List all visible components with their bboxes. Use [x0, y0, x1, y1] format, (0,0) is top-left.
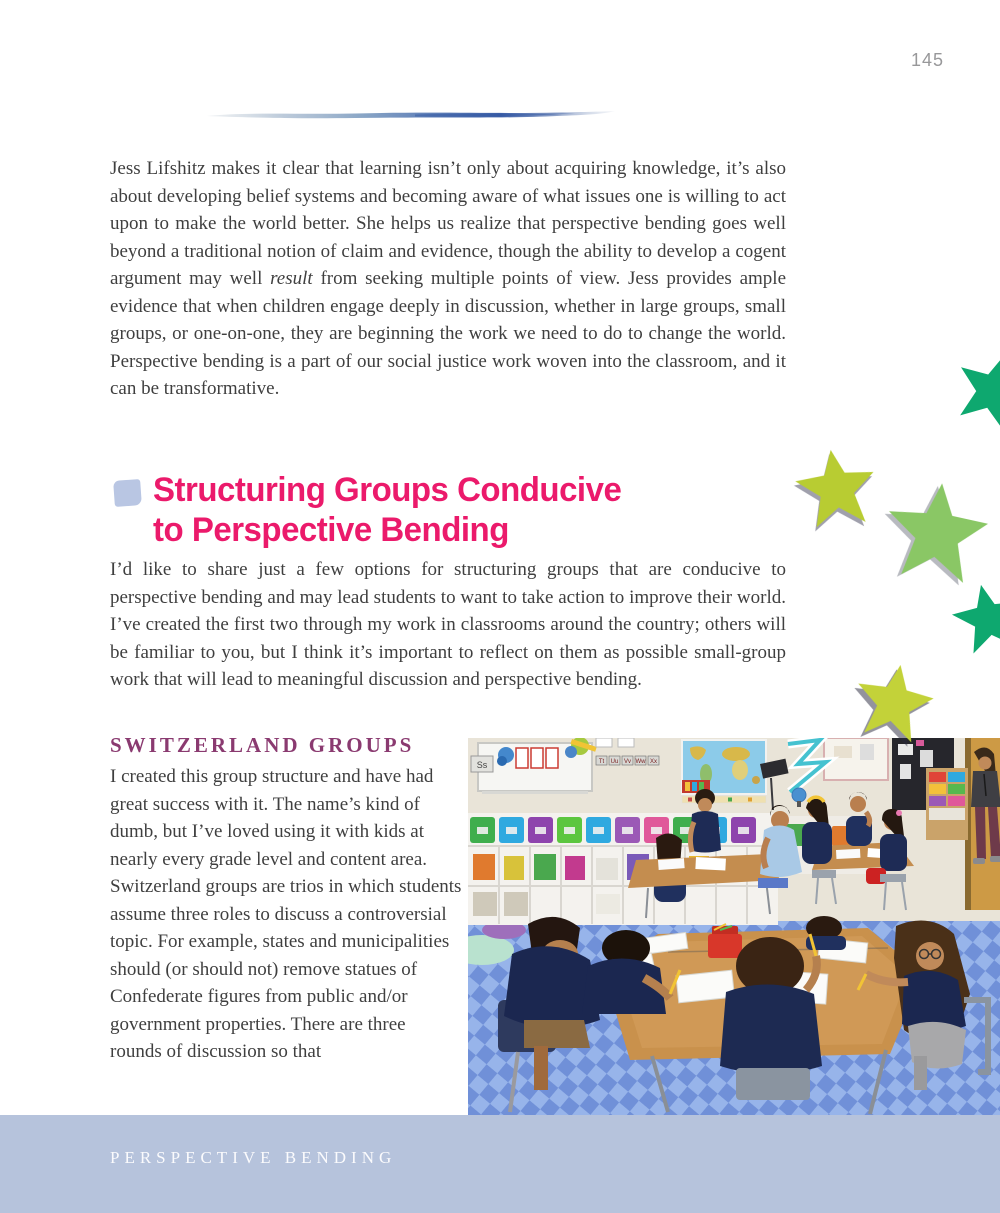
star-cutout-icon [847, 655, 942, 748]
svg-text:Ww: Ww [635, 759, 646, 765]
section-paragraph: I’d like to share just a few options for structuring groups that are conducive to perspective bending and may lead students to want to take action to improve their world. I’ve created the first two through my work in classrooms around the country; others will be familiar to you, but I think it’s important to reflect on them as possible small-group work that will lead to meaningful discussion and perspective bending. [110, 559, 786, 690]
intro-text-2: from seeking multiple points of view. Jess provides ample evidence that when children engage deeply in discussion, whether in large groups, small groups, or one-on-one, they are beginning the work we need to do to change the world. Perspective bending is a part of our social justice work woven into the classroom, and it can be transformative. [110, 268, 786, 399]
section-title-line2: to Perspective Bending [153, 511, 509, 549]
classroom-photo [468, 738, 1000, 1115]
star-cutout-icon [788, 441, 885, 534]
star-shape [792, 444, 881, 530]
intro-paragraph [110, 155, 786, 403]
classroom-photo-illustration [468, 738, 1000, 1115]
subsection-title: SWITZERLAND GROUPS [110, 733, 415, 757]
footer-band [0, 1115, 1000, 1213]
svg-text:Ss: Ss [476, 760, 488, 770]
star-cutout-icon [877, 475, 997, 590]
running-head: PERSPECTIVE BENDING [110, 1148, 397, 1167]
intro-text-1: Jess Lifshitz makes it clear that learning isn’t only about acquiring knowledge, it’s also about developing belief systems and becoming aware of what issues one is willing to act upon to make the world better. She helps us realize that perspective bending goes well beyond a traditional notion of claim and evidence, though the ability to develop a cogent argument may well [110, 158, 786, 289]
section-title [153, 470, 621, 550]
square-bullet-icon [113, 479, 142, 507]
watercolor-brushstroke [205, 105, 617, 125]
section-title-line1: Structuring Groups Conducive [153, 471, 622, 509]
svg-text:Uu: Uu [610, 759, 619, 765]
subsection-paragraph: I created this group structure and have had great success with it. The name’s kind of dumb, but I’ve loved using it with kids at nearly every grade level and content area. Switzerland groups are trios in which students assume three roles to discuss a controversial topic. For example, states and municipalities should (or should not) remove statues of Confederate figures from public and/or government properties. There are three rounds of discussion so that [110, 766, 462, 1062]
section-heading [110, 470, 636, 550]
star-shape [947, 578, 1000, 658]
world-map [682, 740, 766, 803]
star-shape [946, 344, 1000, 436]
page-number: 145 [911, 50, 945, 70]
svg-text:Xx: Xx [649, 759, 658, 765]
intro-italic-word: result [270, 268, 313, 289]
star-shape [850, 658, 939, 745]
star-cutout-icon [943, 575, 1000, 661]
drawer-unit [926, 768, 968, 840]
svg-text:Tt: Tt [598, 759, 605, 765]
svg-text:Vv: Vv [623, 759, 632, 765]
star-cutout-icon [942, 340, 1000, 440]
star-shape [882, 478, 991, 585]
